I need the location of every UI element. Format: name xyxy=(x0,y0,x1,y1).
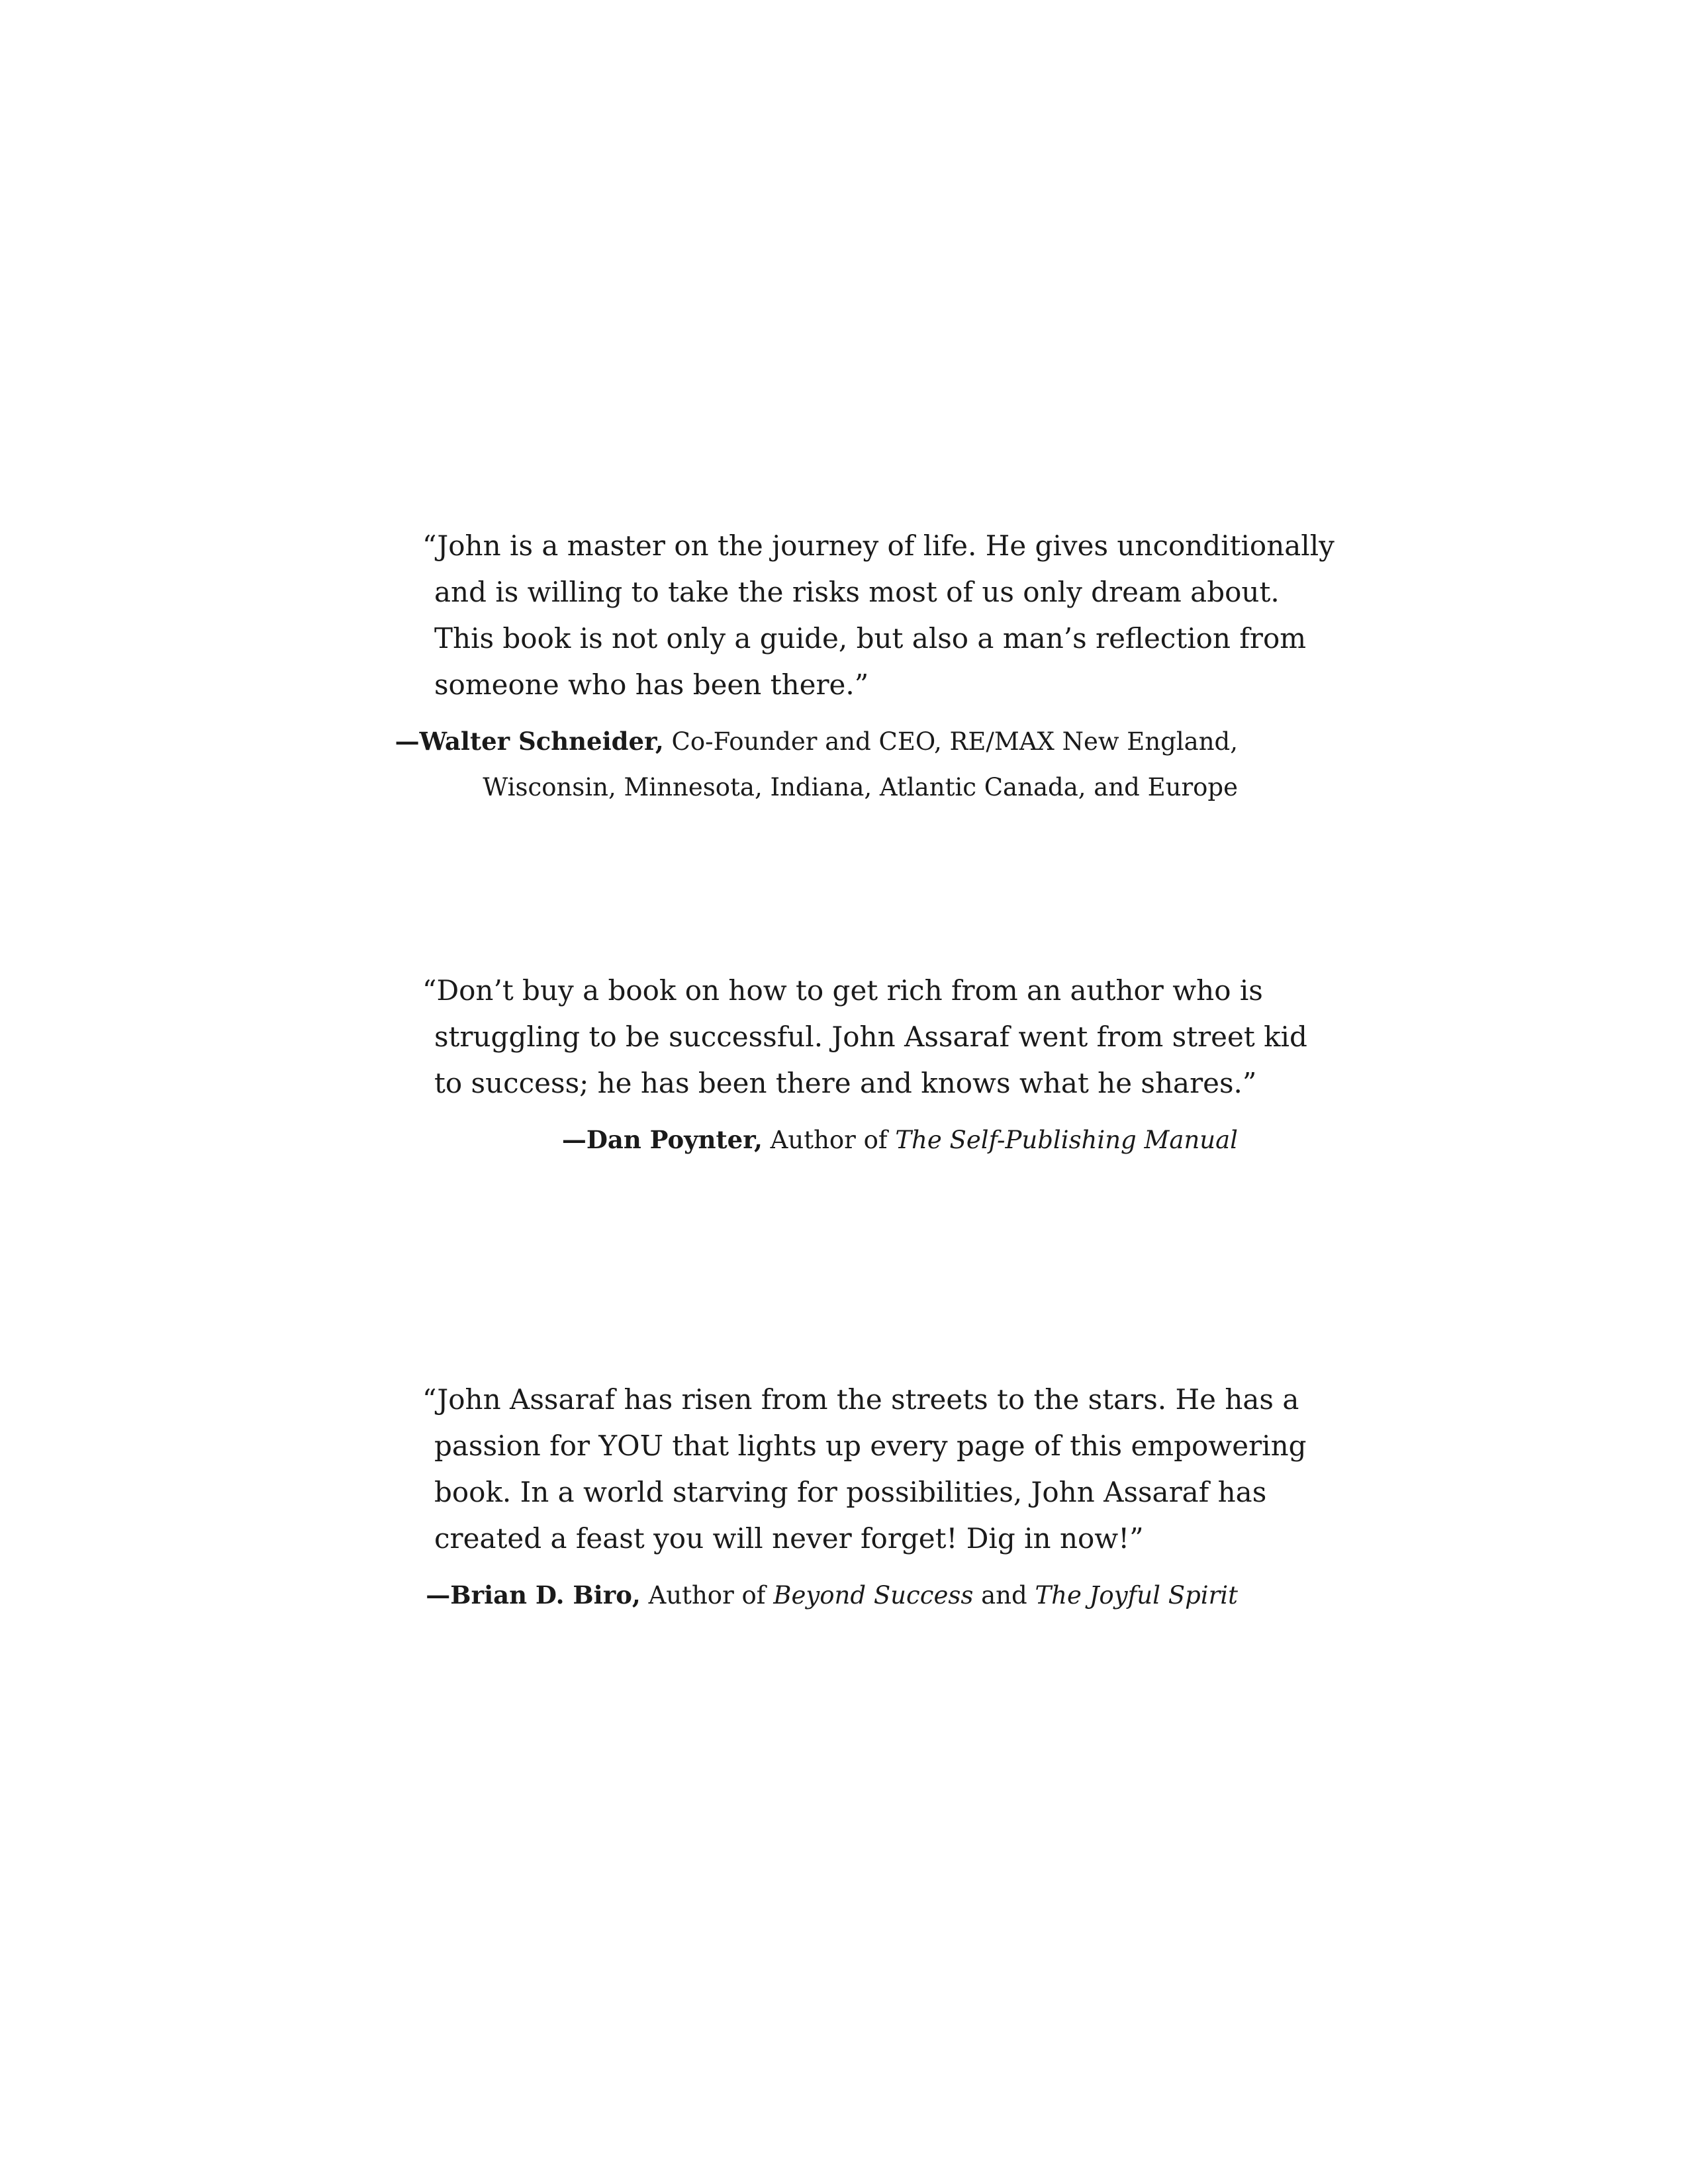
attribution-prefix: Author of xyxy=(770,1126,888,1154)
attribution-name: —Dan Poynter, xyxy=(561,1125,763,1154)
quote-line: book. In a world starving for possibilities, John Assaraf has xyxy=(434,1476,1267,1508)
quote-line: “John Assaraf has risen from the streets to the stars. He has a xyxy=(422,1383,1299,1416)
attribution-conjunction: and xyxy=(981,1581,1027,1610)
quote-line: This book is not only a guide, but also a man’s reflection from xyxy=(434,622,1307,655)
quote-line: created a feast you will never forget! Dig in now!” xyxy=(434,1522,1144,1555)
attribution-prefix: Author of xyxy=(648,1581,766,1610)
attribution-name: —Walter Schneider, xyxy=(395,727,664,756)
quote-line: “Don’t buy a book on how to get rich from an author who is xyxy=(422,974,1263,1007)
attribution-line xyxy=(483,772,1238,803)
attribution-name: —Brian D. Biro, xyxy=(426,1580,641,1610)
attribution-line xyxy=(562,1124,1238,1156)
quote-line: struggling to be successful. John Assaraf went from street kid xyxy=(434,1021,1307,1053)
quote-line: passion for YOU that lights up every page of this empowering xyxy=(434,1430,1307,1462)
quote-line: “John is a master on the journey of life. He gives unconditionally xyxy=(422,529,1335,562)
quote-line: and is willing to take the risks most of us only dream about. xyxy=(434,576,1280,608)
quote-line: someone who has been there.” xyxy=(434,668,869,701)
book-title: The Joyful Spirit xyxy=(1035,1581,1238,1610)
attribution-role: Co-Founder and CEO, RE/MAX New England, xyxy=(671,727,1238,756)
book-title: The Self-Publishing Manual xyxy=(895,1126,1238,1154)
book-title: Beyond Success xyxy=(773,1581,974,1610)
attribution-line xyxy=(395,726,1238,757)
attribution-regions: Wisconsin, Minnesota, Indiana, Atlantic Canada, and Europe xyxy=(483,773,1238,801)
attribution-line xyxy=(426,1580,1238,1611)
quote-line: to success; he has been there and knows what he shares.” xyxy=(434,1067,1257,1099)
